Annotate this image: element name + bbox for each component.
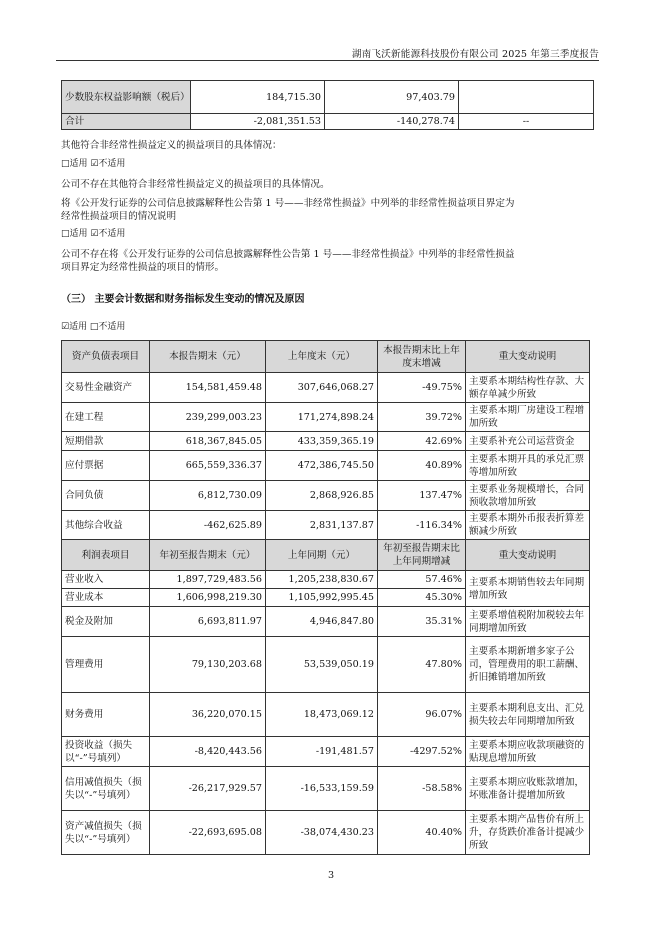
value-cell: -26,217,929.57 (150, 767, 266, 811)
change-cell: 35.31% (378, 607, 466, 637)
value-cell: -191,481.57 (266, 737, 378, 767)
table-row (62, 693, 590, 737)
page-number: 3 (327, 870, 335, 881)
non-recurring-table (61, 80, 594, 130)
table-row (62, 403, 590, 432)
value-cell: 97,403.79 (325, 81, 459, 114)
table-row (62, 511, 590, 540)
note-cell: 主要系本期产品售价有所上升，存货跌价准备计提减少所致 (466, 811, 590, 855)
paragraph: 其他符合非经常性损益定义的损益项目的具体情况： (61, 140, 282, 151)
item-cell: 营业成本 (62, 589, 150, 607)
value-cell: 1,105,992,995.45 (266, 589, 378, 607)
change-cell: 137.47% (378, 481, 466, 511)
value-cell: 154,581,459.48 (150, 373, 266, 403)
income-header-row (62, 540, 590, 571)
table-row (62, 737, 590, 767)
change-cell: 40.40% (378, 811, 466, 855)
item-cell: 税金及附加 (62, 607, 150, 637)
value-cell: 6,812,730.09 (150, 481, 266, 511)
note-cell: 主要系本期新增多家子公司，管理费用的职工薪酬、折旧摊销增加所致 (466, 637, 590, 693)
value-cell: 1,897,729,483.56 (150, 571, 266, 589)
change-cell: 57.46% (378, 571, 466, 589)
value-cell: 2,831,137.87 (266, 511, 378, 540)
column-header: 重大变动说明 (466, 540, 590, 571)
column-header: 本报告期末比上年度末增减 (378, 341, 466, 373)
value-cell: 53,539,050.19 (266, 637, 378, 693)
value-cell: 79,130,203.68 (150, 637, 266, 693)
item-cell: 投资收益（损失以“-”号填列） (62, 737, 150, 767)
column-header: 上年度末（元） (266, 341, 378, 373)
item-cell: 管理费用 (62, 637, 150, 693)
value-cell: 433,359,365.19 (266, 432, 378, 451)
value-cell: 184,715.30 (191, 81, 325, 114)
value-cell: -22,693,695.08 (150, 811, 266, 855)
value-cell: 1,205,238,830.67 (266, 571, 378, 589)
column-header: 重大变动说明 (466, 341, 590, 373)
change-cell: -58.58% (378, 767, 466, 811)
note-cell: 主要系本期厂房建设工程增加所致 (466, 403, 590, 432)
column-header: 上年同期（元） (266, 540, 378, 571)
column-header: 资产负债表项目 (62, 341, 150, 373)
table-row (62, 607, 590, 637)
item-cell: 财务费用 (62, 693, 150, 737)
value-cell: 36,220,070.15 (150, 693, 266, 737)
note-cell: 主要系业务规模增长，合同预收款增加所致 (466, 481, 590, 511)
item-cell: 交易性金融资产 (62, 373, 150, 403)
value-cell: -2,081,351.53 (191, 114, 325, 130)
major-changes-table (61, 340, 590, 855)
paragraph: 公司不存在其他符合非经常性损益定义的损益项目的具体情况。 (61, 179, 330, 190)
table-row (62, 81, 594, 114)
note-cell: 主要系本期应收账款增加，坏账准备计提增加所致 (466, 767, 590, 811)
value-cell: 171,274,898.24 (266, 403, 378, 432)
note-cell (459, 81, 594, 114)
note-cell: -- (459, 114, 594, 130)
table-row (62, 637, 590, 693)
table-row (62, 481, 590, 511)
note-cell: 主要系本期应收款项融资的贴现息增加所致 (466, 737, 590, 767)
value-cell: -140,278.74 (325, 114, 459, 130)
item-cell: 信用减值损失（损失以“-”号填列） (62, 767, 150, 811)
item-cell: 其他综合收益 (62, 511, 150, 540)
column-header: 利润表项目 (62, 540, 150, 571)
change-cell: -116.34% (378, 511, 466, 540)
paragraph: 项目界定为经常性损益的项目的情形。 (61, 262, 225, 273)
value-cell: -38,074,430.23 (266, 811, 378, 855)
note-cell: 主要系本期利息支出、汇兑损失较去年同期增加所致 (466, 693, 590, 737)
note-cell: 主要系本期销售较去年同期增加所致 (466, 571, 590, 607)
applicability-checkbox: □适用 ☑不适用 (61, 229, 126, 239)
value-cell: -462,625.89 (150, 511, 266, 540)
value-cell: 1,606,998,219.30 (150, 589, 266, 607)
item-cell: 资产减值损失（损失以“-”号填列） (62, 811, 150, 855)
change-cell: 42.69% (378, 432, 466, 451)
item-cell: 营业收入 (62, 571, 150, 589)
note-cell: 主要系本期开具的承兑汇票等增加所致 (466, 451, 590, 481)
change-cell: -49.75% (378, 373, 466, 403)
change-cell: -4297.52% (378, 737, 466, 767)
section-heading: （三） 主要会计数据和财务指标发生变动的情况及原因 (61, 294, 305, 305)
note-cell: 主要系本期结构性存款、大额存单减少所致 (466, 373, 590, 403)
item-cell: 在建工程 (62, 403, 150, 432)
column-header: 年初至报告期末比上年同期增减 (378, 540, 466, 571)
table-row (62, 767, 590, 811)
table-row (62, 114, 594, 130)
table-row (62, 432, 590, 451)
value-cell: 18,473,069.12 (266, 693, 378, 737)
value-cell: -16,533,159.59 (266, 767, 378, 811)
change-cell: 96.07% (378, 693, 466, 737)
table-row (62, 373, 590, 403)
column-header: 本报告期末（元） (150, 341, 266, 373)
item-cell: 短期借款 (62, 432, 150, 451)
table-row (62, 571, 590, 589)
change-cell: 45.30% (378, 589, 466, 607)
value-cell: 239,299,003.23 (150, 403, 266, 432)
change-cell: 40.89% (378, 451, 466, 481)
change-cell: 47.80% (378, 637, 466, 693)
table-row (62, 451, 590, 481)
value-cell: 6,693,811.97 (150, 607, 266, 637)
note-cell: 主要系本期外币报表折算差额减少所致 (466, 511, 590, 540)
applicability-checkbox: ☑适用 □不适用 (61, 322, 126, 332)
value-cell: 618,367,845.05 (150, 432, 266, 451)
paragraph: 公司不存在将《公开发行证券的公司信息披露解释性公告第 1 号——非经常性损益》中列举的非经常性损益 (61, 249, 515, 260)
applicability-checkbox: □适用 ☑不适用 (61, 159, 126, 169)
value-cell: -8,420,443.56 (150, 737, 266, 767)
page-header-title: 湖南飞沃新能源科技股份有限公司 2025 年第三季度报告 (351, 49, 599, 60)
header-divider (56, 60, 599, 61)
paragraph: 将《公开发行证券的公司信息披露解释性公告第 1 号——非经常性损益》中列举的非经常性损益项目界定为 (61, 198, 515, 209)
item-cell: 应付票据 (62, 451, 150, 481)
row-label: 合计 (62, 114, 191, 130)
column-header: 年初至报告期末（元） (150, 540, 266, 571)
item-cell: 合同负债 (62, 481, 150, 511)
balance-header-row (62, 341, 590, 373)
value-cell: 2,868,926.85 (266, 481, 378, 511)
value-cell: 665,559,336.37 (150, 451, 266, 481)
value-cell: 4,946,847.80 (266, 607, 378, 637)
table-row (62, 811, 590, 855)
paragraph: 经常性损益项目的情况说明 (61, 211, 177, 222)
value-cell: 307,646,068.27 (266, 373, 378, 403)
change-cell: 39.72% (378, 403, 466, 432)
note-cell: 主要系增值税附加税较去年同期增加所致 (466, 607, 590, 637)
value-cell: 472,386,745.50 (266, 451, 378, 481)
row-label: 少数股东权益影响额（税后） (62, 81, 191, 114)
note-cell: 主要系补充公司运营资金 (466, 432, 590, 451)
